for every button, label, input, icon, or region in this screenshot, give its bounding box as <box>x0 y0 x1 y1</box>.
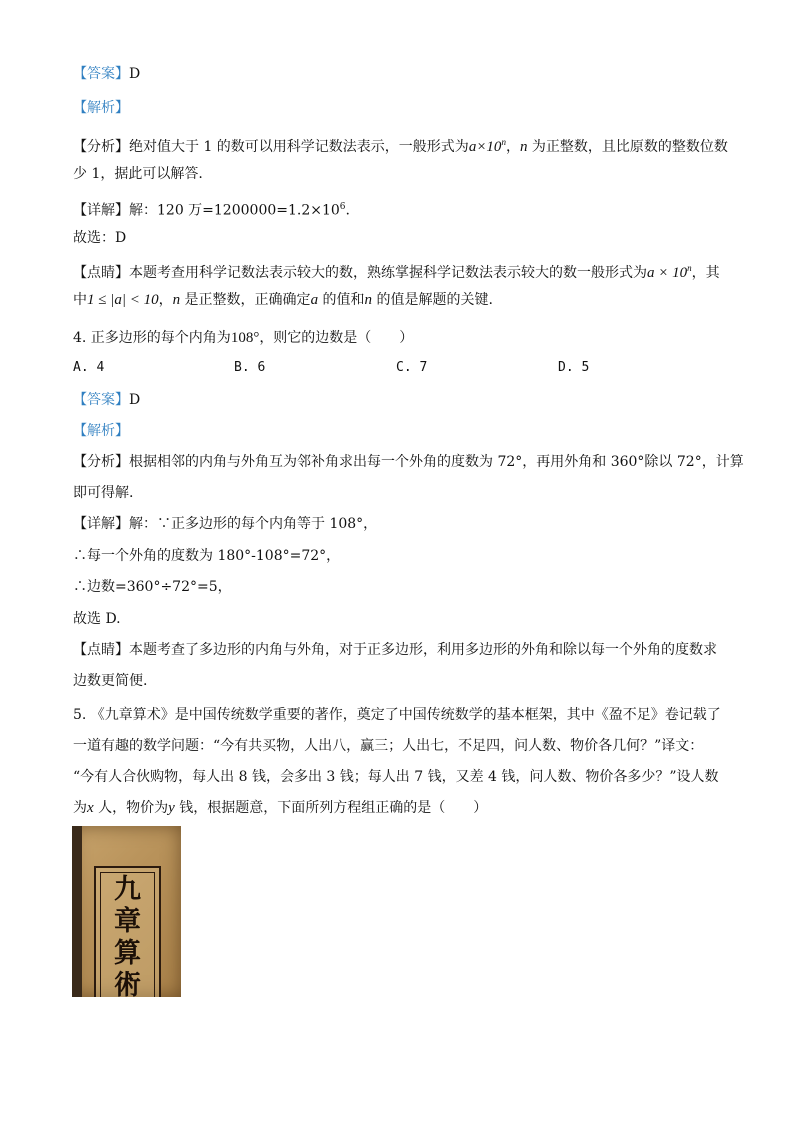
fenxi-tag: 【分析】 <box>73 139 129 155</box>
xiangjie-text: . <box>345 202 350 219</box>
book-title-char: 九 <box>114 874 141 905</box>
question-5-line-4 <box>73 798 723 818</box>
question-text: ，则它的边数是（ ） <box>259 330 414 346</box>
variable-n: n <box>172 292 181 308</box>
formula-exponent: n <box>501 137 506 147</box>
formula-base: a × 10 <box>647 265 688 281</box>
book-title-char: 算 <box>114 938 141 969</box>
guxuan-line-q4: 故选 D. <box>73 611 121 627</box>
question-5-line-1: 5. 《九章算术》是中国传统数学重要的著作，奠定了中国传统数学的基本框架，其中《盈不足》卷记载了 <box>73 707 721 723</box>
inequality: 1 ≤ |a| < 10 <box>87 292 159 308</box>
fenxi-text: 绝对值大于 1 的数可以用科学记数法表示，一般形式为 <box>129 139 469 155</box>
formula <box>647 265 692 281</box>
fenxi-line-q4-cont: 即可得解. <box>73 485 134 501</box>
question-text: 为 <box>73 800 87 816</box>
variable-n: n <box>519 139 528 155</box>
dianjing-text: 中 <box>73 292 87 308</box>
book-spine <box>72 826 82 997</box>
option-d: D. 5 <box>558 360 590 375</box>
fenxi-text: ， <box>505 139 520 155</box>
book-title-label <box>94 866 161 997</box>
exponent: 6 <box>339 202 346 212</box>
option-b: B. 6 <box>234 360 266 375</box>
dianjing-line-q4-cont: 边数更简便. <box>73 673 148 689</box>
fenxi-line-q4 <box>73 452 744 472</box>
dianjing-tag: 【点睛】 <box>73 265 129 281</box>
variable-a: a <box>310 292 319 308</box>
fenxi-tag: 【分析】 <box>73 454 129 470</box>
solution-step-2: ∴边数=360°÷72°=5， <box>73 579 232 595</box>
xiangjie-tag: 【详解】 <box>73 202 129 219</box>
analysis-heading-q4 <box>73 421 723 441</box>
xiangjie-text: 解：∵正多边形的每个内角等于 108°， <box>129 516 378 532</box>
dianjing-line-q3-cont <box>73 290 723 310</box>
question-text: 人，物价为 <box>93 800 169 816</box>
question-text: 钱，根据题意，下面所列方程组正确的是（ ） <box>174 800 488 816</box>
fenxi-line-q3 <box>73 132 728 157</box>
fenxi-text: 为正整数，且比原数的整数位数 <box>527 139 728 155</box>
dianjing-text: 本题考查了多边形的内角与外角，对于正多边形，利用多边形的外角和除以每一个外角的度数求 <box>129 642 717 658</box>
xiangjie-line-q3 <box>73 197 723 221</box>
formula-exponent: n <box>687 263 692 273</box>
dianjing-text: 是正整数，正确确定 <box>180 292 311 308</box>
analysis-heading-q3 <box>73 98 723 118</box>
dianjing-text: ， <box>158 292 173 308</box>
guxuan-line-q3: 故选：D <box>73 230 127 246</box>
analysis-tag: 【解析】 <box>73 100 129 116</box>
option-c: C. 7 <box>396 360 428 375</box>
answer-tag: 【答案】 <box>73 392 129 408</box>
xiangjie-tag: 【详解】 <box>73 516 129 532</box>
solution-step-1: ∴每一个外角的度数为 180°-108°=72°， <box>73 548 341 564</box>
question-text: 4. 正多边形的每个内角为 <box>73 330 231 346</box>
dianjing-text: 的值是解题的关键. <box>372 292 493 308</box>
dianjing-text: 的值和 <box>318 292 365 308</box>
fenxi-line-q3-cont: 少 1，据此可以解答. <box>73 166 203 182</box>
dianjing-line-q3 <box>73 258 723 283</box>
variable-y: y <box>168 800 175 816</box>
dianjing-text: ，其 <box>691 265 720 281</box>
book-title-char: 術 <box>114 970 141 997</box>
dianjing-tag: 【点睛】 <box>73 642 129 658</box>
variable-n: n <box>364 292 373 308</box>
answer-value: D <box>129 392 141 408</box>
dianjing-text: 本题考查用科学记数法表示较大的数，熟练掌握科学记数法表示较大的数一般形式为 <box>129 265 647 281</box>
answer-tag: 【答案】 <box>73 66 129 82</box>
formula-base: a×10 <box>468 139 502 155</box>
xiangjie-line-q4 <box>73 514 723 534</box>
question-5-line-2: 一道有趣的数学问题：“今有共买物，人出八，赢三；人出七，不足四，问人数、物价各几何？”译文： <box>73 738 704 754</box>
question-5-line-3: “今有人合伙购物，每人出 8 钱，会多出 3 钱；每人出 7 钱，又差 4 钱，问人数、物价各多少？”设人数 <box>73 769 719 785</box>
book-title <box>96 874 159 997</box>
question-4 <box>73 328 723 348</box>
answer-value: D <box>129 66 141 82</box>
analysis-tag: 【解析】 <box>73 423 129 439</box>
xiangjie-text: 解：120 万=1200000=1.2×10 <box>129 202 340 219</box>
angle-value: 108° <box>230 330 260 346</box>
fenxi-text: 根据相邻的内角与外角互为邻补角求出每一个外角的度数为 72°，再用外角和 360°除以 72°，计算 <box>129 454 744 470</box>
dianjing-line-q4 <box>73 640 723 660</box>
answer-line-q4 <box>73 390 723 410</box>
book-title-char: 章 <box>114 906 141 937</box>
answer-line-q3 <box>73 64 723 84</box>
formula <box>469 139 506 155</box>
book-cover-image <box>72 826 181 997</box>
variable-x: x <box>87 800 94 816</box>
option-a: A. 4 <box>73 360 105 375</box>
